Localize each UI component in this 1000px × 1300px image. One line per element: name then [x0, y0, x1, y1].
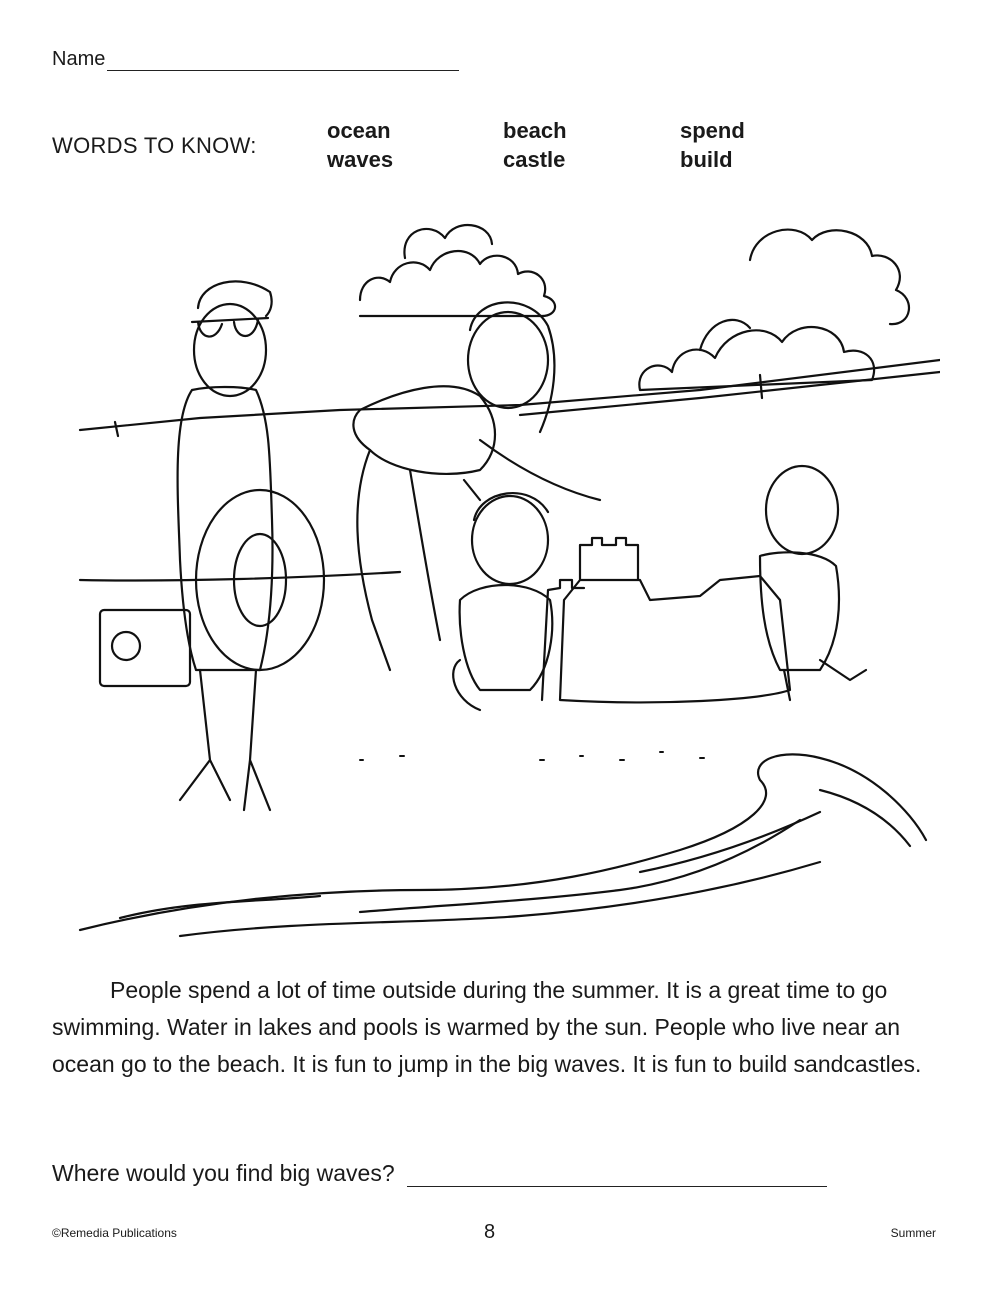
question-text: Where would you find big waves?: [52, 1160, 395, 1186]
question-row: [52, 1160, 827, 1187]
woman-head: [468, 312, 548, 408]
cloud-right-mid: [700, 320, 750, 350]
vocab-column-3: [680, 116, 745, 174]
footer-section: Summer: [890, 1226, 936, 1240]
sand-texture: [360, 752, 704, 760]
vocab-column-1: [327, 116, 393, 174]
girl-head: [472, 496, 548, 584]
man-torso: [178, 387, 273, 670]
sand-castle: [560, 538, 790, 702]
man-legs: [180, 670, 270, 810]
horizon-line: [80, 360, 940, 430]
wave-5: [640, 812, 820, 872]
vocab-column-2: [503, 116, 567, 174]
wave-3: [820, 790, 910, 846]
horizon-line-2: [520, 372, 940, 415]
passage-paragraph: People spend a lot of time outside during the summer. It is a great time to go swimming. Water in lakes and pools is warmed by the sun. People who live near an ocean go to the beach. It is fun to jump in the big waves. It is fun to build sandcastles.: [52, 977, 922, 1077]
cloud-right: [639, 327, 874, 390]
name-write-line[interactable]: [107, 50, 459, 71]
name-row: [52, 48, 459, 71]
vocab-word: beach: [503, 118, 567, 143]
beach-scene-illustration: [60, 200, 940, 950]
vocab-word: waves: [327, 147, 394, 172]
girl-hair: [464, 480, 548, 520]
man-hair: [198, 281, 272, 316]
name-label: Name: [52, 48, 106, 70]
woman-arm: [480, 440, 600, 500]
toddler-body: [760, 552, 839, 670]
words-to-know-label: WORDS TO KNOW:: [52, 133, 257, 158]
vocab-word: castle: [503, 147, 566, 172]
toddler-head: [766, 466, 838, 554]
sand-horizon: [80, 572, 400, 581]
wave-2: [360, 820, 800, 912]
reading-passage: [52, 972, 932, 1083]
page-number: 8: [484, 1221, 496, 1243]
fence-post: [115, 375, 762, 436]
cloud-right-top: [750, 230, 909, 325]
vocab-word: spend: [680, 118, 745, 143]
girl-body: [460, 585, 553, 690]
radio-speaker: [112, 632, 140, 660]
vocab-word: ocean: [327, 118, 391, 143]
toddler-legs: [784, 660, 866, 700]
vocab-word: build: [680, 147, 733, 172]
woman-body: [353, 386, 495, 474]
radio: [100, 610, 190, 686]
woman-legs: [357, 450, 440, 670]
footer-publisher: ©Remedia Publications: [52, 1226, 177, 1240]
answer-write-line[interactable]: [407, 1162, 827, 1187]
